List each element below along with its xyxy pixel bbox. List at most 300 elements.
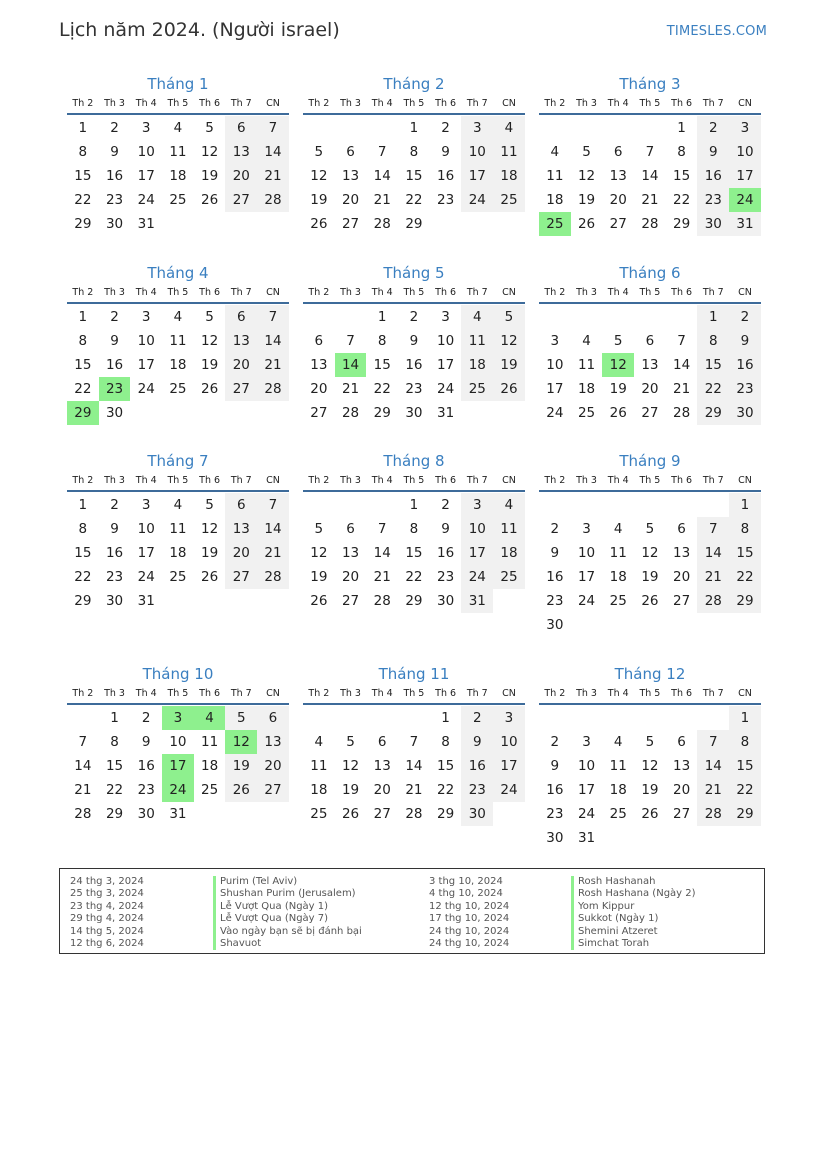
- days-grid: [67, 706, 289, 826]
- day-cell: 4: [173, 120, 183, 136]
- weekday-label: Th 6: [671, 98, 693, 109]
- day-cell: 12: [201, 521, 219, 537]
- weekday-header: [67, 95, 289, 115]
- day-cell: 28: [257, 188, 289, 212]
- weekday-label: Th 2: [308, 688, 330, 699]
- day-cell: 13: [673, 758, 691, 774]
- weekday-label: Th 4: [607, 287, 629, 298]
- day-cell: 26: [493, 377, 525, 401]
- day-cell: 12: [310, 168, 328, 184]
- month-calendar: [303, 263, 525, 425]
- day-cell: 20: [257, 754, 289, 778]
- holiday-day-cell: 17: [162, 754, 194, 778]
- day-cell: 22: [405, 192, 423, 208]
- weekday-label: Th 6: [199, 688, 221, 699]
- weekday-label: Th 3: [340, 98, 361, 109]
- day-cell: 10: [493, 730, 525, 754]
- day-cell: 4: [173, 309, 183, 325]
- day-cell: 21: [257, 164, 289, 188]
- legend-date: 24 thg 10, 2024: [429, 938, 510, 949]
- legend-name: Sukkot (Ngày 1): [571, 913, 658, 925]
- day-cell: 30: [137, 806, 155, 822]
- weekday-label: Th 4: [607, 475, 629, 486]
- month-title: Tháng 6: [619, 264, 681, 282]
- day-cell: 11: [609, 758, 627, 774]
- weekday-label: Th 5: [167, 475, 189, 486]
- weekday-label: CN: [738, 688, 752, 699]
- day-cell: 6: [346, 521, 355, 537]
- weekday-label: Th 7: [702, 98, 724, 109]
- day-cell: 6: [225, 305, 257, 329]
- day-cell: 15: [729, 541, 761, 565]
- day-cell: 25: [461, 377, 493, 401]
- weekday-label: CN: [502, 287, 516, 298]
- day-cell: 19: [201, 168, 219, 184]
- day-cell: 20: [225, 164, 257, 188]
- day-cell: 27: [641, 405, 659, 421]
- weekday-label: Th 2: [544, 287, 566, 298]
- day-cell: 7: [346, 333, 355, 349]
- day-cell: 3: [461, 116, 493, 140]
- weekday-label: Th 4: [135, 688, 157, 699]
- day-cell: 10: [729, 140, 761, 164]
- day-cell: 26: [641, 593, 659, 609]
- day-cell: 11: [493, 140, 525, 164]
- day-cell: 8: [677, 144, 686, 160]
- weekday-header: [303, 95, 525, 115]
- day-cell: 9: [409, 333, 419, 349]
- day-cell: 9: [461, 730, 493, 754]
- legend-name: Rosh Hashana (Ngày 2): [571, 888, 696, 900]
- day-cell: 12: [641, 758, 659, 774]
- day-cell: 11: [609, 545, 627, 561]
- weekday-label: Th 2: [544, 98, 566, 109]
- day-cell: 28: [74, 806, 92, 822]
- weekday-header: [303, 472, 525, 492]
- weekday-label: CN: [502, 475, 516, 486]
- day-cell: 12: [201, 144, 219, 160]
- day-cell: 27: [225, 377, 257, 401]
- day-cell: 1: [78, 120, 88, 136]
- day-cell: 12: [641, 545, 659, 561]
- weekday-header: [67, 472, 289, 492]
- day-cell: 20: [341, 569, 360, 585]
- day-cell: 17: [137, 545, 155, 561]
- weekday-label: Th 6: [199, 98, 221, 109]
- day-cell: 1: [697, 305, 729, 329]
- weekday-label: Th 5: [403, 688, 425, 699]
- day-cell: 2: [141, 710, 151, 726]
- day-cell: 8: [409, 521, 419, 537]
- weekday-label: Th 7: [466, 287, 488, 298]
- day-cell: 19: [577, 192, 596, 208]
- month-calendar: [539, 263, 761, 425]
- day-cell: 13: [673, 545, 691, 561]
- month-calendar: [539, 664, 761, 850]
- day-cell: 10: [169, 734, 187, 750]
- day-cell: 1: [78, 497, 88, 513]
- day-cell: 17: [577, 569, 596, 585]
- holiday-day-cell: 12: [225, 730, 257, 754]
- day-cell: 9: [141, 734, 151, 750]
- day-cell: 13: [257, 730, 289, 754]
- day-cell: 10: [137, 521, 155, 537]
- weekday-header: [67, 685, 289, 705]
- day-cell: 16: [461, 754, 493, 778]
- day-cell: 4: [493, 493, 525, 517]
- day-cell: 12: [577, 168, 596, 184]
- day-cell: 21: [257, 541, 289, 565]
- day-cell: 22: [697, 377, 729, 401]
- day-cell: 5: [346, 734, 355, 750]
- day-cell: 6: [645, 333, 655, 349]
- day-cell: 28: [697, 802, 729, 826]
- brand-link[interactable]: TIMESLES.COM: [666, 24, 767, 39]
- day-cell: 4: [613, 521, 623, 537]
- weekday-label: Th 2: [544, 475, 566, 486]
- day-cell: 7: [257, 493, 289, 517]
- day-cell: 31: [137, 593, 155, 609]
- weekday-label: CN: [266, 287, 280, 298]
- day-cell: 15: [405, 168, 423, 184]
- weekday-header: [539, 95, 761, 115]
- day-cell: 14: [74, 758, 92, 774]
- day-cell: 29: [405, 216, 423, 232]
- day-cell: 1: [409, 497, 419, 513]
- day-cell: 4: [314, 734, 324, 750]
- weekday-label: Th 2: [308, 287, 330, 298]
- day-cell: 23: [697, 188, 729, 212]
- day-cell: 20: [225, 541, 257, 565]
- month-calendar: [67, 664, 289, 826]
- day-cell: 1: [729, 706, 761, 730]
- day-cell: 22: [105, 782, 124, 798]
- day-cell: 25: [169, 569, 187, 585]
- days-grid: [539, 305, 761, 425]
- day-cell: 26: [225, 778, 257, 802]
- day-cell: 12: [310, 545, 328, 561]
- day-cell: 20: [341, 192, 360, 208]
- day-cell: 14: [673, 357, 691, 373]
- day-cell: 7: [697, 730, 729, 754]
- day-cell: 26: [201, 192, 219, 208]
- day-cell: 15: [437, 758, 455, 774]
- day-cell: 28: [341, 405, 360, 421]
- weekday-label: Th 5: [167, 287, 189, 298]
- day-cell: 24: [577, 593, 596, 609]
- day-cell: 11: [493, 517, 525, 541]
- day-cell: 26: [577, 216, 596, 232]
- day-cell: 8: [729, 517, 761, 541]
- day-cell: 1: [409, 120, 419, 136]
- day-cell: 30: [546, 830, 564, 846]
- day-cell: 28: [373, 216, 391, 232]
- day-cell: 24: [437, 381, 455, 397]
- day-cell: 19: [201, 357, 219, 373]
- day-cell: 22: [74, 381, 92, 397]
- day-cell: 28: [673, 405, 691, 421]
- day-cell: 9: [441, 521, 450, 537]
- day-cell: 19: [609, 381, 627, 397]
- weekday-label: Th 2: [72, 475, 94, 486]
- month-title: Tháng 8: [383, 452, 445, 470]
- legend-name: Lễ Vượt Qua (Ngày 1): [213, 901, 328, 913]
- days-grid: [67, 116, 289, 236]
- day-cell: 5: [205, 309, 214, 325]
- days-grid: [303, 116, 525, 236]
- day-cell: 8: [110, 734, 119, 750]
- day-cell: 16: [137, 758, 155, 774]
- month-title: Tháng 1: [147, 75, 209, 93]
- day-cell: 13: [341, 168, 360, 184]
- day-cell: 18: [169, 545, 187, 561]
- day-cell: 26: [201, 381, 219, 397]
- day-cell: 12: [341, 758, 360, 774]
- holiday-day-cell: 3: [162, 706, 194, 730]
- day-cell: 18: [310, 782, 328, 798]
- day-cell: 27: [257, 778, 289, 802]
- month-title: Tháng 12: [614, 665, 686, 683]
- day-cell: 9: [110, 333, 119, 349]
- month-title: Tháng 5: [383, 264, 445, 282]
- month-calendar: [303, 664, 525, 826]
- day-cell: 13: [225, 517, 257, 541]
- weekday-label: Th 4: [371, 688, 393, 699]
- legend-date: 12 thg 6, 2024: [70, 938, 144, 949]
- weekday-label: Th 5: [639, 98, 661, 109]
- legend-date: 23 thg 4, 2024: [70, 900, 144, 912]
- day-cell: 30: [697, 212, 729, 236]
- weekday-header: [303, 685, 525, 705]
- day-cell: 15: [74, 168, 92, 184]
- day-cell: 13: [225, 140, 257, 164]
- day-cell: 8: [697, 329, 729, 353]
- day-cell: 4: [613, 734, 623, 750]
- day-cell: 17: [546, 381, 564, 397]
- weekday-label: CN: [738, 287, 752, 298]
- days-grid: [67, 493, 289, 613]
- day-cell: 9: [441, 144, 450, 160]
- day-cell: 28: [257, 565, 289, 589]
- weekday-label: Th 3: [340, 475, 361, 486]
- day-cell: 5: [225, 706, 257, 730]
- day-cell: 25: [201, 782, 219, 798]
- day-cell: 26: [201, 569, 219, 585]
- day-cell: 20: [641, 381, 659, 397]
- weekday-label: CN: [502, 98, 516, 109]
- day-cell: 23: [437, 192, 455, 208]
- day-cell: 10: [577, 545, 596, 561]
- day-cell: 25: [577, 405, 596, 421]
- day-cell: 14: [257, 517, 289, 541]
- day-cell: 18: [546, 192, 564, 208]
- day-cell: 2: [461, 706, 493, 730]
- month-calendar: [67, 263, 289, 425]
- weekday-header: [539, 472, 761, 492]
- day-cell: 1: [729, 493, 761, 517]
- day-cell: 20: [673, 569, 691, 585]
- day-cell: 8: [377, 333, 387, 349]
- holiday-day-cell: 23: [99, 377, 131, 401]
- days-grid: [539, 116, 761, 236]
- weekday-label: Th 7: [466, 98, 488, 109]
- weekday-label: Th 4: [371, 98, 393, 109]
- day-cell: 19: [310, 192, 328, 208]
- day-cell: 16: [437, 168, 455, 184]
- legend-name: Shavuot: [213, 938, 261, 950]
- day-cell: 5: [613, 333, 623, 349]
- legend-name: Vào ngày bạn sẽ bị đánh bại: [213, 926, 362, 938]
- day-cell: 29: [105, 806, 124, 822]
- day-cell: 25: [169, 192, 187, 208]
- day-cell: 11: [546, 168, 564, 184]
- day-cell: 3: [461, 493, 493, 517]
- day-cell: 16: [546, 569, 564, 585]
- day-cell: 2: [729, 305, 761, 329]
- weekday-label: Th 7: [230, 287, 252, 298]
- weekday-label: Th 6: [671, 287, 693, 298]
- legend-name: Purim (Tel Aviv): [213, 876, 297, 888]
- day-cell: 8: [729, 730, 761, 754]
- days-grid: [539, 493, 761, 637]
- day-cell: 31: [169, 806, 187, 822]
- month-calendar: [67, 451, 289, 613]
- month-title: Tháng 9: [619, 452, 681, 470]
- day-cell: 21: [74, 782, 92, 798]
- weekday-label: Th 7: [466, 475, 488, 486]
- day-cell: 21: [373, 569, 391, 585]
- day-cell: 29: [74, 593, 92, 609]
- day-cell: 11: [461, 329, 493, 353]
- days-grid: [539, 706, 761, 850]
- day-cell: 9: [550, 758, 560, 774]
- day-cell: 5: [314, 521, 324, 537]
- weekday-label: Th 7: [702, 287, 724, 298]
- legend-date: 25 thg 3, 2024: [70, 888, 144, 900]
- day-cell: 2: [409, 309, 419, 325]
- day-cell: 14: [373, 168, 391, 184]
- weekday-label: Th 3: [576, 98, 597, 109]
- day-cell: 4: [461, 305, 493, 329]
- day-cell: 8: [441, 734, 450, 750]
- day-cell: 7: [78, 734, 88, 750]
- day-cell: 16: [437, 545, 455, 561]
- day-cell: 15: [105, 758, 124, 774]
- day-cell: 18: [609, 782, 627, 798]
- weekday-label: CN: [266, 475, 280, 486]
- month-title: Tháng 10: [142, 665, 214, 683]
- day-cell: 4: [493, 116, 525, 140]
- day-cell: 11: [169, 521, 187, 537]
- day-cell: 6: [377, 734, 387, 750]
- holiday-day-cell: 24: [729, 188, 761, 212]
- day-cell: 10: [461, 140, 493, 164]
- weekday-label: Th 4: [135, 287, 157, 298]
- day-cell: 27: [609, 216, 627, 232]
- day-cell: 22: [405, 569, 423, 585]
- day-cell: 13: [373, 758, 391, 774]
- day-cell: 24: [546, 405, 564, 421]
- day-cell: 8: [78, 521, 88, 537]
- day-cell: 4: [582, 333, 591, 349]
- day-cell: 23: [437, 569, 455, 585]
- day-cell: 2: [110, 120, 119, 136]
- day-cell: 5: [645, 521, 655, 537]
- day-cell: 30: [105, 593, 124, 609]
- day-cell: 5: [205, 120, 214, 136]
- day-cell: 21: [673, 381, 691, 397]
- day-cell: 7: [377, 144, 387, 160]
- day-cell: 1: [377, 309, 387, 325]
- day-cell: 16: [105, 545, 124, 561]
- month-title: Tháng 4: [147, 264, 209, 282]
- day-cell: 17: [493, 754, 525, 778]
- day-cell: 21: [257, 353, 289, 377]
- day-cell: 7: [697, 517, 729, 541]
- day-cell: 22: [729, 565, 761, 589]
- day-cell: 18: [493, 541, 525, 565]
- weekday-label: CN: [266, 688, 280, 699]
- day-cell: 29: [437, 806, 455, 822]
- day-cell: 23: [461, 778, 493, 802]
- weekday-label: Th 3: [576, 475, 597, 486]
- day-cell: 29: [729, 802, 761, 826]
- days-grid: [303, 706, 525, 826]
- day-cell: 15: [405, 545, 423, 561]
- weekday-label: Th 5: [403, 98, 425, 109]
- day-cell: 13: [609, 168, 627, 184]
- day-cell: 8: [78, 144, 88, 160]
- weekday-header: [67, 284, 289, 304]
- day-cell: 16: [405, 357, 423, 373]
- day-cell: 25: [310, 806, 328, 822]
- day-cell: 14: [697, 541, 729, 565]
- weekday-header: [539, 284, 761, 304]
- weekday-label: Th 2: [72, 98, 94, 109]
- day-cell: 19: [341, 782, 360, 798]
- day-cell: 20: [373, 782, 391, 798]
- legend-date: 12 thg 10, 2024: [429, 900, 510, 912]
- weekday-label: Th 3: [104, 688, 125, 699]
- weekday-label: Th 5: [639, 688, 661, 699]
- day-cell: 24: [137, 381, 155, 397]
- weekday-label: Th 4: [607, 98, 629, 109]
- weekday-label: Th 3: [104, 475, 125, 486]
- weekday-label: Th 5: [167, 688, 189, 699]
- day-cell: 2: [550, 734, 560, 750]
- day-cell: 25: [169, 381, 187, 397]
- day-cell: 21: [405, 782, 423, 798]
- day-cell: 22: [74, 569, 92, 585]
- day-cell: 21: [697, 565, 729, 589]
- day-cell: 7: [409, 734, 419, 750]
- day-cell: 23: [105, 192, 124, 208]
- legend-name: Simchat Torah: [571, 938, 649, 950]
- weekday-label: CN: [738, 475, 752, 486]
- month-calendar: [303, 74, 525, 236]
- weekday-label: Th 6: [435, 98, 457, 109]
- day-cell: 14: [697, 754, 729, 778]
- day-cell: 13: [641, 357, 659, 373]
- weekday-label: Th 7: [230, 475, 252, 486]
- month-calendar: [539, 451, 761, 637]
- weekday-header: [303, 284, 525, 304]
- day-cell: 19: [641, 782, 659, 798]
- day-cell: 26: [341, 806, 360, 822]
- day-cell: 7: [677, 333, 686, 349]
- day-cell: 2: [441, 120, 450, 136]
- day-cell: 17: [577, 782, 596, 798]
